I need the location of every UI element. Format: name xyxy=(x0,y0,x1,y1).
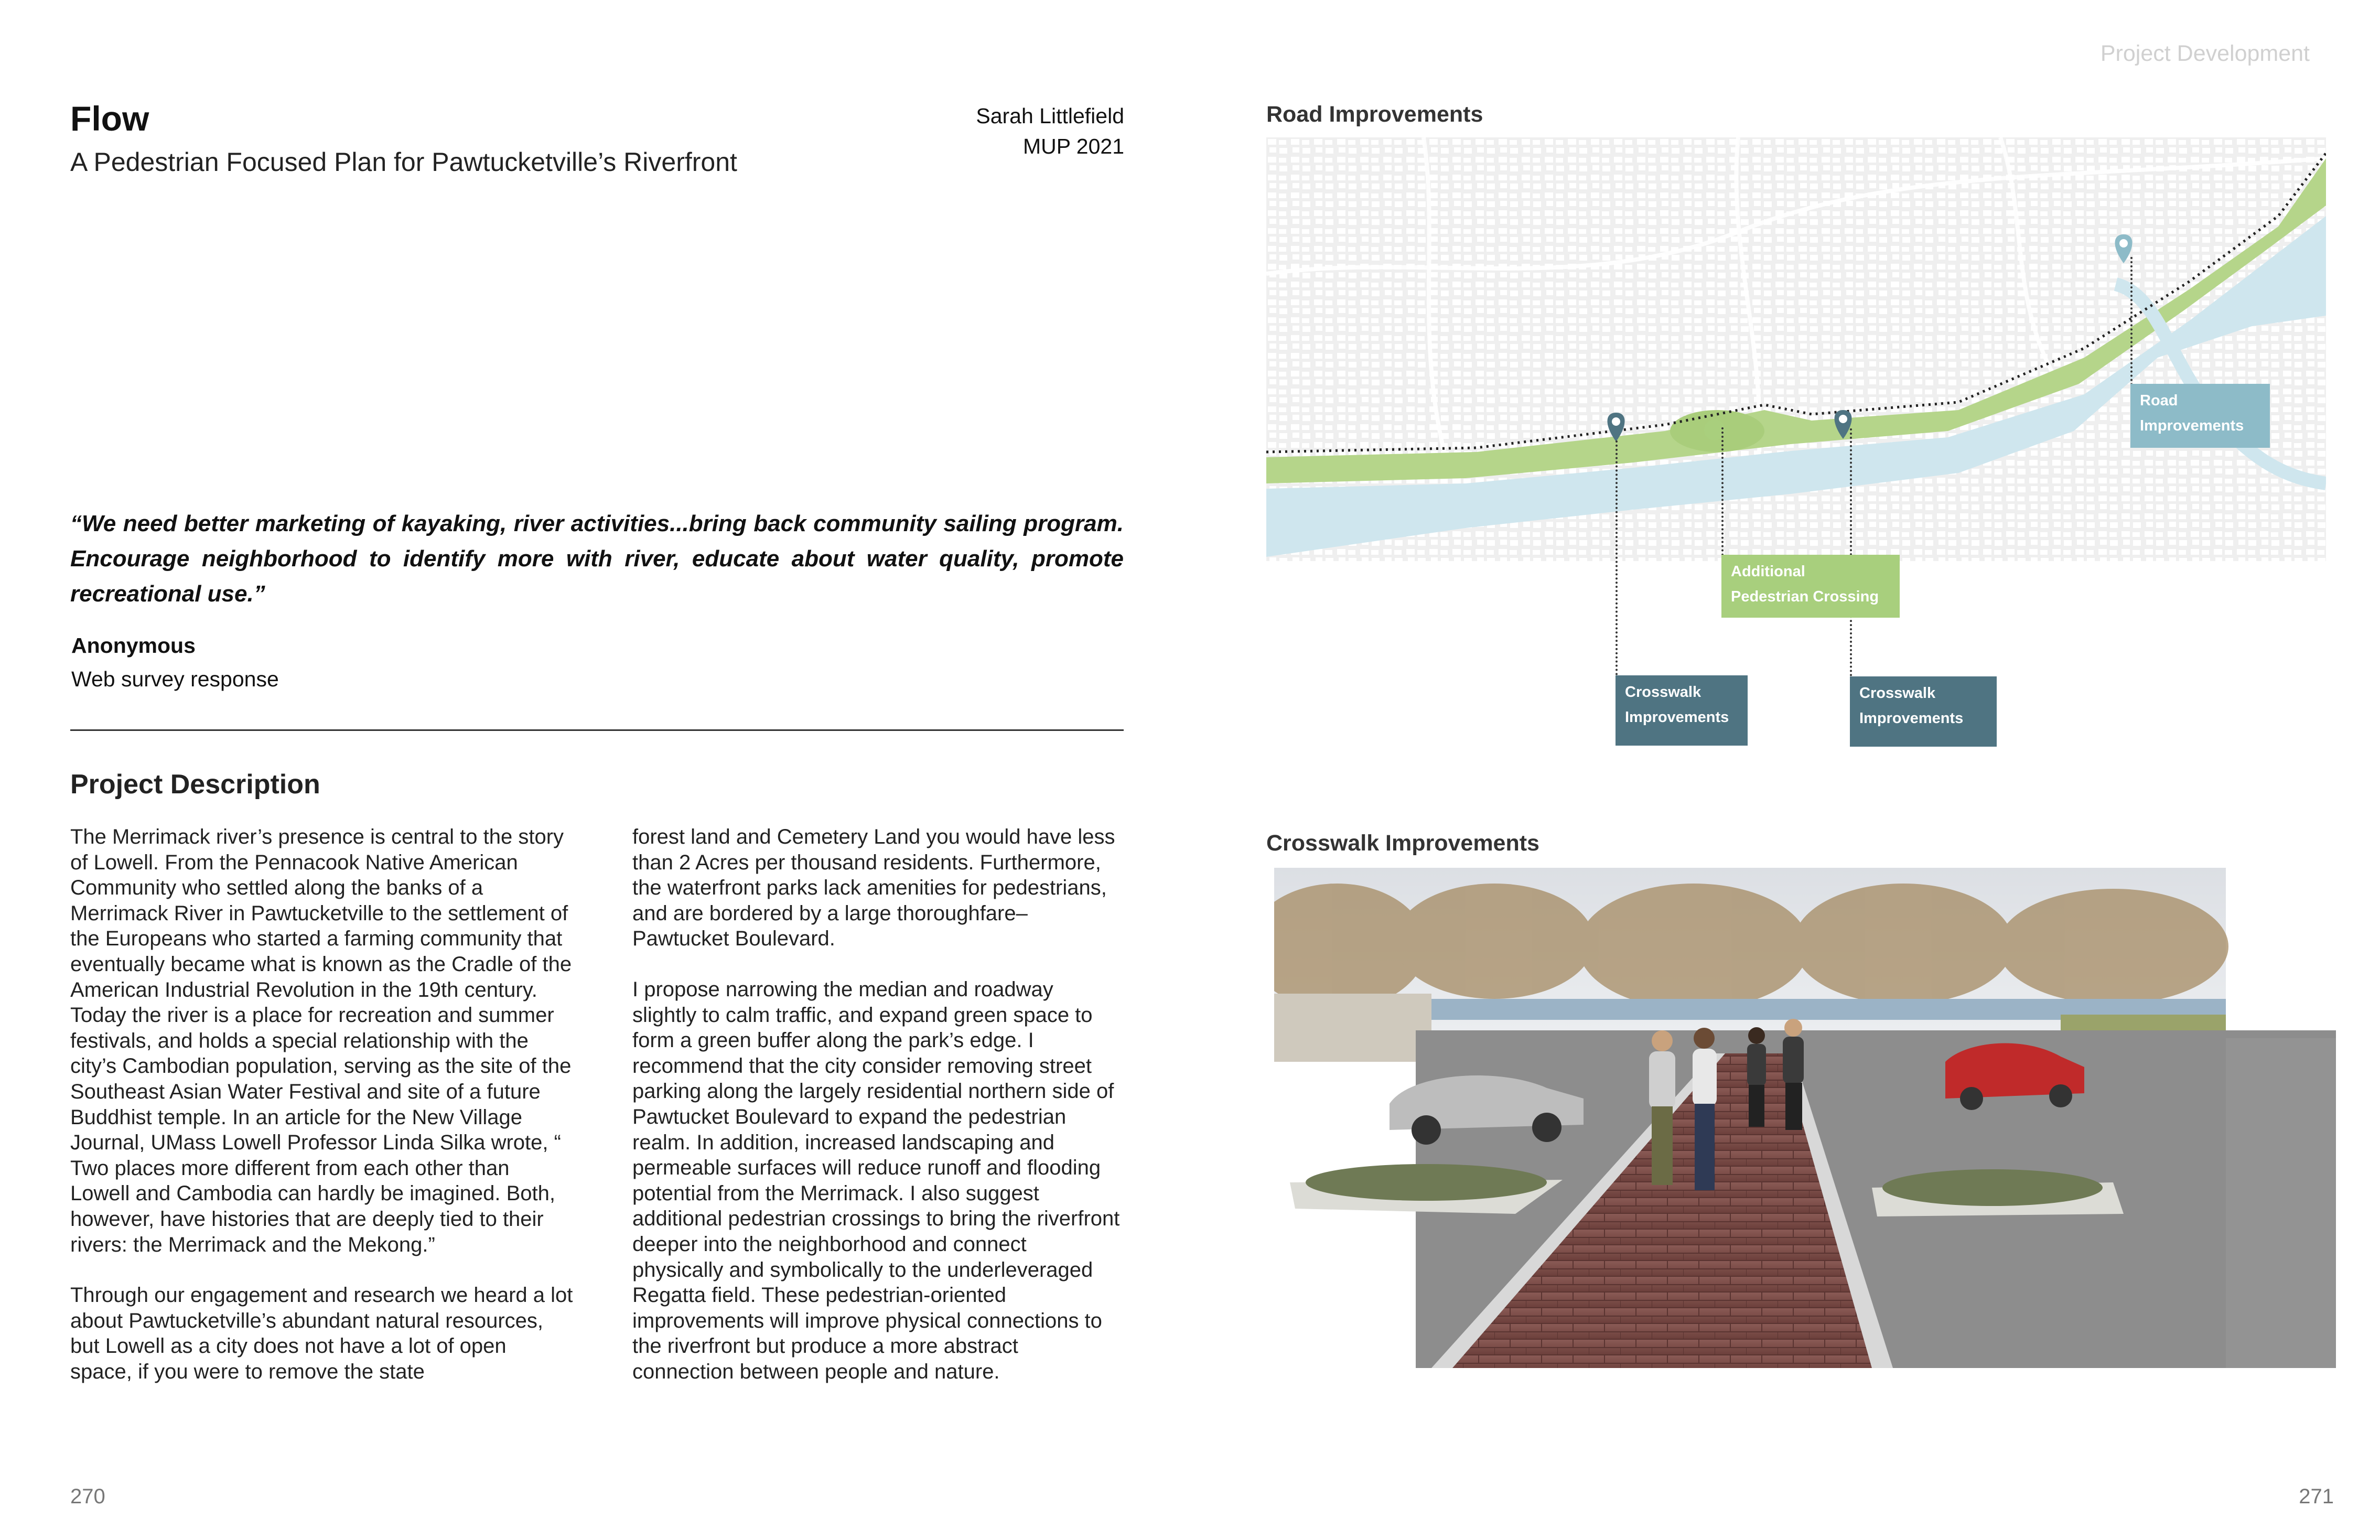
author-name: Sarah Littlefield xyxy=(976,104,1124,128)
callout-line: Crosswalk xyxy=(1859,685,1936,702)
callout-line: Improvements xyxy=(1859,710,1964,727)
description-paragraph: The Merrimack river’s presence is central to the story of Lowell. From the Pennacook Native American Community who settled along the banks of a Merrimack River in Pawtucketville to the settlement of the Europeans who started a farming community that eventually became what is known as the Cradle of the American Industrial Revolution in the 19th century. Today the river is a place for recreation and summer festivals, and holds a special relationship with the city’s Cambodian population, serving as the site of the Southeast Asian Water Festival and site of a future Buddhist temple. In an article for the New Village Journal, UMass Lowell Professor Linda Silka wrote, “ Two places more different from each other than Lowell and Cambodia can hardly be imagined. Both, however, have histories that are deeply tied to their rivers: the Merrimack and the Mekong.” xyxy=(70,825,572,1256)
project-description-heading: Project Description xyxy=(70,769,320,800)
callout-line: Improvements xyxy=(1625,709,1729,726)
riverfront-map xyxy=(1266,137,2326,561)
author-block xyxy=(976,101,1124,161)
callout-line: Road xyxy=(2140,392,2178,409)
callout-line: Pedestrian Crossing xyxy=(1731,588,1879,605)
survey-quote: “We need better marketing of kayaking, river activities...bring back community sailing program. Encourage neighborhood to identify more with river, educate about water quality, promote recreational use.” xyxy=(70,511,1124,607)
crosswalk-rendering-graphic xyxy=(1274,868,2336,1368)
description-column-1 xyxy=(70,824,574,1409)
description-column-2 xyxy=(632,824,1123,1409)
crosswalk-rendering xyxy=(1274,868,2336,1368)
page-number-left: 270 xyxy=(70,1485,105,1508)
quote-attribution-name: Anonymous xyxy=(71,633,196,658)
page-subtitle: A Pedestrian Focused Plan for Pawtucketville’s Riverfront xyxy=(70,147,737,177)
road-improvements-heading: Road Improvements xyxy=(1266,102,1483,127)
quote-attribution-role: Web survey response xyxy=(71,667,279,691)
leader-line xyxy=(1616,440,1618,675)
callout-crosswalk-improvements xyxy=(1850,676,1997,747)
leader-line xyxy=(2130,257,2133,385)
callout-line: Crosswalk xyxy=(1625,684,1701,701)
page-title: Flow xyxy=(70,99,149,138)
section-label: Project Development xyxy=(2100,41,2310,66)
page-number-right: 271 xyxy=(2299,1485,2334,1508)
description-paragraph: Through our engagement and research we heard a lot about Pawtucketville’s abundant natural resources, but Lowell as a city does not have a lot of open space, if you were to remove the state xyxy=(70,1284,573,1383)
author-program: MUP 2021 xyxy=(1023,134,1124,158)
leader-line xyxy=(1721,427,1724,556)
description-paragraph: forest land and Cemetery Land you would have less than 2 Acres per thousand residents. Furthermore, the waterfront parks lack amenities for pedestrians, and are bordered by a large thoroughfare–Pawtucket Boulevard. xyxy=(632,825,1115,951)
crosswalk-improvements-heading: Crosswalk Improvements xyxy=(1266,831,1539,856)
description-paragraph: I propose narrowing the median and roadway slightly to calm traffic, and expand green space to form a green buffer along the park’s edge. I recommend that the city consider removing street parking along the largely residential northern side of Pawtucket Boulevard to expand the pedestrian realm. In addition, increased landscaping and permeable surfaces will reduce runoff and flooding potential from the Merrimack. I also suggest additional pedestrian crossings to bring the riverfront deeper into the neighborhood and connect physically and symbolically to the underleveraged Regatta field. These pedestrian-oriented improvements will improve physical connections to the riverfront but produce a more abstract connection between people and nature. xyxy=(632,977,1120,1383)
callout-road-improvements xyxy=(2130,384,2270,448)
leader-line xyxy=(1850,428,1852,676)
callout-crosswalk-improvements xyxy=(1616,675,1748,746)
callout-line: Additional xyxy=(1731,563,1805,580)
callout-pedestrian-crossing xyxy=(1721,555,1900,618)
section-divider xyxy=(70,729,1124,731)
map-graphic xyxy=(1266,137,2326,561)
callout-line: Improvements xyxy=(2140,417,2244,434)
